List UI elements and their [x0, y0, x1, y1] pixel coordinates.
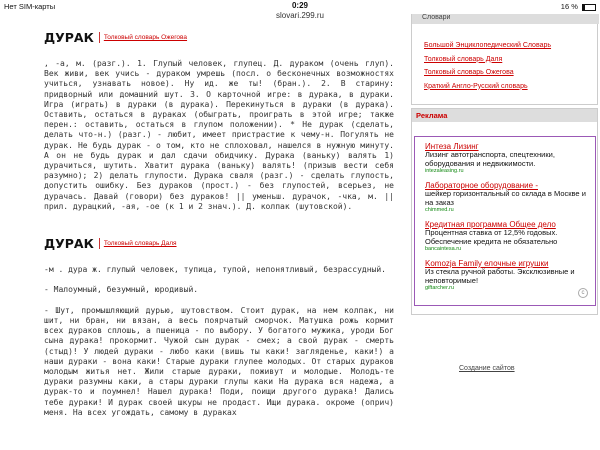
ad-description: Из стекла ручной работы. Эксклюзивные и неповторимые! [425, 267, 575, 285]
ad-item[interactable] [425, 142, 589, 175]
ad-url[interactable]: giftarcher.ru [425, 285, 455, 291]
main-content [44, 30, 399, 418]
clock: 0:29 [291, 1, 308, 10]
entry-word: ДУРАК [44, 236, 94, 252]
battery-percent: 16 % [560, 2, 578, 11]
ads-header: Реклама [412, 109, 597, 122]
ad-block [414, 136, 596, 306]
ad-title[interactable]: Лабораторное оборудование - [425, 181, 538, 190]
entry-header [44, 30, 394, 45]
divider [99, 32, 100, 43]
ad-url[interactable]: bancaintesa.ru [425, 246, 462, 252]
ad-description: Лизинг автотранспорта, спецтехники, оборудования и недвижимости. [425, 150, 555, 168]
battery-indicator [561, 2, 596, 11]
dictionary-link-dal[interactable]: Толковый словарь Даля [424, 55, 503, 63]
dictionary-link[interactable]: Толковый словарь Ожегова [103, 34, 188, 41]
ad-title[interactable]: Кредитная программа Общее дело [425, 220, 556, 229]
ad-url[interactable]: intezaleasing.ru [425, 168, 464, 174]
ads-box [411, 108, 598, 315]
dictionaries-box [411, 14, 598, 105]
dictionaries-header: Словари [412, 14, 599, 24]
entry-word: ДУРАК [44, 30, 94, 45]
entry-definition: , -а, м. (разг.). 1. Глупый человек, глупец. Д. дураком (очень глуп). Век живи, век учись - дураком умрешь (посл. о бесконечных возможностях учиться, узнавать новое). Ну ид. же ты! (бран.). 2. В старину: придворный или домашний шут. 3. О карточной игре: в дурака, в дураки. Игра (играть) в дураки (в дурака). Перекинуться в дураки (в дурака). Оставить, остаться в дураках (обыграть, проиграть в этой игре; также перен.: оставить, остаться в глупом положении). * Не дурак (сделать, делать что-н.) (разг.) - любит, имеет пристрастие к чему-н. Погулять не дурак. Не будь дурак - о том, кто не сплоховал, нашелся в нужную минуту. А он не будь дурак и дал сдачи обидчику. Дурака (ваньку) валять 1) дурачиться, шутить. Хватит дурака (ваньку) валять! (призыв вести себя разумно); 2) делать глупости. Дурака сваля (разг.) - сделать глупость, допустить ошибку. Без дураков (прост.) - без глупостей, всерьез, не дурачась. Давай (говори) без дураков! || уменьш. дурачок, -чка, м. || прил. дурацкий, -ая, -ое (к 1 и 2 знач.). Д. колпак (шутовской). [44, 59, 399, 211]
battery-icon [582, 4, 596, 11]
ad-description: Процентная ставка от 12,5% годовых. Обеспечение кредита не обязательно [425, 228, 558, 246]
dictionary-entry [44, 30, 399, 212]
entry-header [44, 236, 394, 251]
ad-description: шейкер горизонтальный со склада в Москве и на заказ [425, 189, 586, 207]
ad-item[interactable] [425, 259, 589, 292]
divider [99, 238, 100, 249]
dictionary-link-en-ru[interactable]: Краткий Англо-Русский словарь [424, 82, 528, 90]
carrier-label: Нет SIM-карты [4, 2, 56, 11]
dictionary-link-ozhegov[interactable]: Толковый словарь Ожегова [424, 69, 514, 76]
ad-url[interactable]: chimmed.ru [425, 207, 454, 213]
ad-title[interactable]: Komozja Family елочные игрушки [425, 259, 549, 268]
ad-choices-icon[interactable]: c [578, 288, 588, 298]
dictionary-link-bes[interactable]: Большой Энциклопедический Словарь [424, 42, 552, 49]
dictionary-link[interactable]: Толковый словарь Даля [103, 240, 177, 248]
ad-item[interactable] [425, 220, 589, 253]
entry-definition: -м . дура ж. глупый человек, тупица, тупой, непонятливый, безрассудный. - Малоумный, безумный, юродивый. - Шут, промышляющий дурью, шутовством. Стоит дурак, на нем колпак, ни шит, ни бран, ни вязан, а весь поярчатый сморчок. Матушка рожь кормит всех дураков сплошь, а пшеница - по выбору. У богатого мужика, уроди Бог сына дурака! прокормит. Чужой сын дурак - смех; а свой дурак - смерть (стыд)! У людей дураки - любо каки (вишь ты каки! загляденье, каки!) а наши дураки - вона каки! Старые дураки глупее молодых. От старых дураков молодым житья нет. Жили старые дураки, поживут и молодые. Молодъ-те дураки разумны каки, а стары дураки глупы каки На дурака вся надежа, а дурак-то и поумнел! Нашел дурака! Поди, поищи другого дурака! Дались тебе дураки! И дурак своей шкуры не продаст. Ищи дурака. окроме (оприч) меня. На всех угождать, самому в дураках [44, 265, 394, 417]
ad-item[interactable] [425, 181, 589, 214]
create-sites-link[interactable]: Создание сайтов [459, 365, 515, 372]
ad-title[interactable]: Интеза Лизинг [425, 142, 479, 151]
dictionary-entry [44, 236, 394, 418]
address-bar[interactable]: slovari.299.ru [275, 11, 325, 20]
sidebar [411, 14, 598, 315]
